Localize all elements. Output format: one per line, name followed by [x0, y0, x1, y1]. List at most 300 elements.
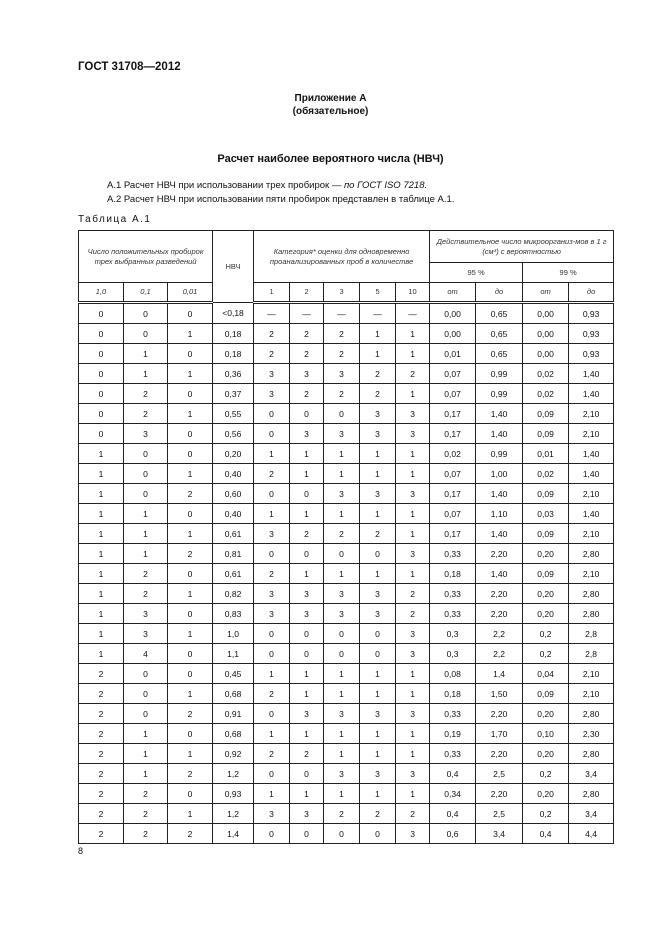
- table-cell: 3,4: [569, 764, 614, 784]
- table-cell: 1: [324, 784, 360, 804]
- table-cell: 0,08: [430, 664, 476, 684]
- table-cell: 1: [396, 564, 430, 584]
- paragraph-text: А.1 Расчет НВЧ при использовании трех пробирок —: [107, 180, 344, 191]
- table-cell: 3: [290, 364, 324, 384]
- table-cell: 0,36: [213, 364, 254, 384]
- table-cell: 0,20: [523, 704, 569, 724]
- table-cell: 2,20: [476, 544, 523, 564]
- table-cell: 1: [168, 524, 213, 544]
- table-row: [79, 624, 614, 644]
- table-row: [79, 464, 614, 484]
- table-row: [79, 484, 614, 504]
- table-cell: 0: [168, 604, 213, 624]
- table-cell: 0: [124, 704, 168, 724]
- table-cell: 0,00: [523, 344, 569, 364]
- table-cell: 1,4: [213, 824, 254, 844]
- table-cell: 1,40: [569, 364, 614, 384]
- table-cell: 0,09: [523, 424, 569, 444]
- table-cell: 0,03: [523, 504, 569, 524]
- table-cell: 0: [168, 303, 213, 324]
- table-cell: 0,07: [430, 504, 476, 524]
- table-cell: 1: [124, 744, 168, 764]
- table-cell: 0: [360, 644, 396, 664]
- table-cell: 0,37: [213, 384, 254, 404]
- table-cell: 0,93: [213, 784, 254, 804]
- table-cell: 0: [124, 684, 168, 704]
- table-cell: 3: [360, 424, 396, 444]
- table-cell: 0,40: [213, 464, 254, 484]
- table-cell: 2: [254, 344, 290, 364]
- table-cell: 0,60: [213, 484, 254, 504]
- table-cell: 1: [79, 584, 124, 604]
- table-cell: 1: [396, 344, 430, 364]
- table-cell: 3: [324, 424, 360, 444]
- subheader-cell: 1: [254, 283, 290, 303]
- table-row: [79, 424, 614, 444]
- table-cell: 1: [168, 324, 213, 344]
- table-cell: 2,8: [569, 624, 614, 644]
- table-cell: 0,99: [476, 444, 523, 464]
- table-cell: 3: [360, 484, 396, 504]
- table-cell: 1,1: [213, 644, 254, 664]
- table-cell: 2,10: [569, 424, 614, 444]
- table-cell: 0,3: [430, 644, 476, 664]
- table-cell: 0,00: [523, 303, 569, 324]
- table-cell: 2,5: [476, 764, 523, 784]
- table-cell: 3: [360, 404, 396, 424]
- table-cell: 2: [290, 384, 324, 404]
- header-category: Категория* оценки для одновременно проанализированных проб в количестве: [254, 231, 430, 283]
- table-cell: 0: [254, 644, 290, 664]
- table-cell: 1: [360, 324, 396, 344]
- table-cell: 2: [124, 564, 168, 584]
- table-cell: 0,02: [523, 384, 569, 404]
- table-cell: 0,02: [523, 464, 569, 484]
- table-cell: 0,33: [430, 704, 476, 724]
- table-cell: 2: [124, 784, 168, 804]
- table-cell: 3: [324, 704, 360, 724]
- table-cell: 1: [360, 344, 396, 364]
- table-cell: 1: [360, 564, 396, 584]
- table-cell: 1: [396, 464, 430, 484]
- table-cell: 0,40: [213, 504, 254, 524]
- table-cell: 0: [168, 344, 213, 364]
- table-cell: 2: [168, 764, 213, 784]
- table-cell: 0,68: [213, 724, 254, 744]
- table-cell: 1: [360, 664, 396, 684]
- table-cell: 2: [324, 324, 360, 344]
- table-cell: 1: [360, 784, 396, 804]
- table-cell: 1: [168, 624, 213, 644]
- table-cell: 0,09: [523, 404, 569, 424]
- table-cell: 1: [324, 464, 360, 484]
- table-row: [79, 744, 614, 764]
- table-row: [79, 704, 614, 724]
- table-cell: 1: [396, 504, 430, 524]
- table-cell: 0: [254, 704, 290, 724]
- table-cell: 1: [324, 444, 360, 464]
- table-cell: 0,99: [476, 384, 523, 404]
- page-number: 8: [78, 846, 84, 856]
- table-cell: 1: [168, 684, 213, 704]
- table-row: [79, 444, 614, 464]
- subheader-cell: 3: [324, 283, 360, 303]
- table-cell: 2: [396, 584, 430, 604]
- table-cell: 0: [124, 444, 168, 464]
- table-cell: 0,34: [430, 784, 476, 804]
- table-cell: 0: [79, 303, 124, 324]
- table-cell: 0,33: [430, 744, 476, 764]
- table-cell: 2,10: [569, 664, 614, 684]
- table-cell: 3: [396, 644, 430, 664]
- table-cell: 0: [324, 824, 360, 844]
- table-cell: 0,33: [430, 604, 476, 624]
- table-cell: 0: [124, 664, 168, 684]
- table-cell: 2: [79, 744, 124, 764]
- table-row: [79, 644, 614, 664]
- table-cell: 1: [79, 524, 124, 544]
- table-cell: 2,2: [476, 624, 523, 644]
- table-cell: 0,65: [476, 344, 523, 364]
- table-cell: 0,02: [430, 444, 476, 464]
- table-cell: 1,40: [569, 444, 614, 464]
- subheader-cell: от: [430, 283, 476, 303]
- table-cell: 2: [168, 704, 213, 724]
- header-actual-count: Действительное число микроорганиз-мов в 1 г (см³) с вероятностью: [430, 231, 614, 263]
- table-cell: 0,3: [430, 624, 476, 644]
- table-cell: 3: [254, 584, 290, 604]
- table-cell: 1,00: [476, 464, 523, 484]
- table-cell: 1: [396, 384, 430, 404]
- table-cell: —: [254, 303, 290, 324]
- table-cell: 3: [396, 824, 430, 844]
- table-cell: 0,01: [430, 344, 476, 364]
- table-cell: 1: [324, 744, 360, 764]
- subheader-cell: от: [523, 283, 569, 303]
- table-cell: 0,18: [430, 684, 476, 704]
- table-cell: 0: [79, 424, 124, 444]
- table-row: [79, 303, 614, 324]
- table-row: [79, 524, 614, 544]
- table-row: [79, 564, 614, 584]
- table-cell: 1,2: [213, 764, 254, 784]
- document-id: ГОСТ 31708—2012: [78, 61, 181, 73]
- table-cell: 2: [168, 484, 213, 504]
- table-cell: 0,09: [523, 524, 569, 544]
- table-cell: 3: [396, 764, 430, 784]
- table-cell: 2: [396, 604, 430, 624]
- table-cell: 3: [254, 804, 290, 824]
- table-cell: 2,10: [569, 684, 614, 704]
- table-cell: 1,50: [476, 684, 523, 704]
- table-cell: 1: [324, 724, 360, 744]
- table-row: [79, 544, 614, 564]
- table-cell: <0,18: [213, 303, 254, 324]
- table-cell: 2: [79, 684, 124, 704]
- table-cell: 0: [254, 544, 290, 564]
- table-cell: 3: [396, 544, 430, 564]
- table-cell: 3: [324, 764, 360, 784]
- table-cell: 0: [324, 404, 360, 424]
- subheader-cell: 2: [290, 283, 324, 303]
- table-cell: 3: [360, 764, 396, 784]
- table-cell: 0,99: [476, 364, 523, 384]
- header-positive-tubes: Число положительных пробирок трех выбранных разведений: [79, 231, 213, 283]
- table-cell: 0,00: [523, 324, 569, 344]
- table-cell: 2: [396, 364, 430, 384]
- table-cell: 2: [168, 824, 213, 844]
- table-cell: 0: [168, 564, 213, 584]
- table-cell: 1,2: [213, 804, 254, 824]
- table-cell: 0,92: [213, 744, 254, 764]
- table-row: [79, 584, 614, 604]
- table-cell: 3: [290, 584, 324, 604]
- table-cell: 1: [168, 804, 213, 824]
- table-cell: 0,09: [523, 684, 569, 704]
- table-cell: 3: [324, 584, 360, 604]
- table-cell: 0,4: [430, 804, 476, 824]
- table-cell: 2,30: [569, 724, 614, 744]
- table-cell: 1: [254, 504, 290, 524]
- table-cell: —: [396, 303, 430, 324]
- table-cell: 4: [124, 644, 168, 664]
- table-cell: 0: [124, 303, 168, 324]
- table-row: [79, 344, 614, 364]
- table-cell: 0: [290, 544, 324, 564]
- table-cell: 1: [290, 724, 324, 744]
- table-row: [79, 364, 614, 384]
- table-cell: 0,82: [213, 584, 254, 604]
- table-cell: 0,45: [213, 664, 254, 684]
- table-cell: 1: [360, 724, 396, 744]
- table-cell: 0: [324, 644, 360, 664]
- table-cell: 0,4: [523, 824, 569, 844]
- table-cell: 2,80: [569, 544, 614, 564]
- table-cell: 2: [360, 524, 396, 544]
- table-cell: 0: [168, 444, 213, 464]
- table-cell: 1: [254, 444, 290, 464]
- table-cell: 1: [124, 344, 168, 364]
- table-row: [79, 664, 614, 684]
- table-cell: 0,2: [523, 624, 569, 644]
- table-cell: 2: [254, 564, 290, 584]
- table-cell: 3: [254, 524, 290, 544]
- table-cell: 3: [124, 424, 168, 444]
- table-cell: 1: [396, 324, 430, 344]
- table-cell: 2: [79, 664, 124, 684]
- table-cell: 1: [396, 664, 430, 684]
- subheader-cell: 1,0: [79, 283, 124, 303]
- table-cell: 3: [396, 704, 430, 724]
- table-cell: 1: [360, 744, 396, 764]
- table-cell: 1: [124, 724, 168, 744]
- table-cell: 0,17: [430, 484, 476, 504]
- table-cell: 1: [290, 564, 324, 584]
- table-cell: 0: [254, 624, 290, 644]
- table-cell: 0: [168, 424, 213, 444]
- table-cell: 0,55: [213, 404, 254, 424]
- table-cell: 2: [290, 344, 324, 364]
- table-cell: 0,00: [430, 303, 476, 324]
- appendix-title: Приложение А: [294, 93, 367, 104]
- table-cell: 0: [360, 824, 396, 844]
- table-cell: 0: [254, 484, 290, 504]
- table-cell: 1: [396, 784, 430, 804]
- table-cell: 2: [124, 824, 168, 844]
- table-cell: 0: [168, 724, 213, 744]
- table-cell: 1: [396, 724, 430, 744]
- table-cell: 2,80: [569, 744, 614, 764]
- table-cell: 1: [79, 564, 124, 584]
- table-cell: 3: [124, 624, 168, 644]
- table-cell: 0,07: [430, 464, 476, 484]
- table-cell: 1,70: [476, 724, 523, 744]
- table-cell: 0: [254, 764, 290, 784]
- table-cell: 1,40: [569, 384, 614, 404]
- table-cell: 2,80: [569, 604, 614, 624]
- table-cell: 2: [79, 764, 124, 784]
- header-99: 99 %: [523, 263, 614, 283]
- table-cell: 0,00: [430, 324, 476, 344]
- table-cell: 2: [254, 744, 290, 764]
- table-cell: 0: [254, 404, 290, 424]
- table-cell: 1: [396, 744, 430, 764]
- table-row: [79, 784, 614, 804]
- table-cell: 1: [290, 504, 324, 524]
- subheader-cell: 0,1: [124, 283, 168, 303]
- table-row: [79, 604, 614, 624]
- table-caption: Таблица А.1: [78, 214, 152, 225]
- table-cell: 1: [168, 744, 213, 764]
- table-cell: 0,33: [430, 544, 476, 564]
- table-cell: 0: [360, 624, 396, 644]
- table-cell: 1,10: [476, 504, 523, 524]
- table-cell: 0: [79, 404, 124, 424]
- table-cell: 2: [396, 804, 430, 824]
- table-cell: 2,10: [569, 404, 614, 424]
- table-cell: 0: [290, 404, 324, 424]
- table-cell: 1: [79, 644, 124, 664]
- table-cell: 0: [168, 504, 213, 524]
- table-cell: 0,17: [430, 524, 476, 544]
- table-cell: 2: [168, 544, 213, 564]
- table-row: [79, 724, 614, 744]
- table-cell: 2: [360, 804, 396, 824]
- table-cell: 2: [79, 784, 124, 804]
- table-cell: 2,20: [476, 784, 523, 804]
- table-cell: 2,2: [476, 644, 523, 664]
- table-cell: 2: [324, 804, 360, 824]
- paragraph-a1: [107, 180, 427, 191]
- table-cell: 0,17: [430, 424, 476, 444]
- table-cell: 2: [124, 804, 168, 824]
- table-cell: 0,2: [523, 644, 569, 664]
- table-cell: 0,20: [523, 744, 569, 764]
- table-cell: 2: [360, 364, 396, 384]
- table-cell: 1: [290, 464, 324, 484]
- table-cell: 1: [124, 364, 168, 384]
- subheader-cell: 0,01: [168, 283, 213, 303]
- table-cell: 1: [290, 684, 324, 704]
- table-cell: —: [324, 303, 360, 324]
- table-cell: 1: [124, 524, 168, 544]
- table-cell: 0,20: [523, 784, 569, 804]
- section-title: Расчет наиболее вероятного числа (НВЧ): [217, 153, 444, 165]
- table-cell: 2,5: [476, 804, 523, 824]
- table-cell: 0: [168, 384, 213, 404]
- table-cell: 0: [254, 424, 290, 444]
- paragraph-a2: А.2 Расчет НВЧ при использовании пяти пробирок представлен в таблице А.1.: [107, 194, 455, 205]
- table-cell: 3: [290, 604, 324, 624]
- table-cell: 1: [324, 504, 360, 524]
- table-cell: 0,09: [523, 484, 569, 504]
- appendix-subtitle: (обязательное): [292, 106, 369, 117]
- table-cell: 0,07: [430, 364, 476, 384]
- table-cell: 0,4: [430, 764, 476, 784]
- subheader-cell: 5: [360, 283, 396, 303]
- table-cell: 0: [79, 324, 124, 344]
- table-cell: 2: [324, 344, 360, 364]
- table-cell: 1: [254, 784, 290, 804]
- table-cell: 1,40: [476, 404, 523, 424]
- table-cell: 2,20: [476, 704, 523, 724]
- table-cell: 2,20: [476, 604, 523, 624]
- table-row: [79, 764, 614, 784]
- table-cell: 0,10: [523, 724, 569, 744]
- table-cell: 2: [324, 384, 360, 404]
- table-cell: 0,93: [569, 344, 614, 364]
- table-cell: 0: [290, 484, 324, 504]
- table-cell: 0: [168, 784, 213, 804]
- table-cell: 0,2: [523, 804, 569, 824]
- table-cell: 0,18: [213, 344, 254, 364]
- table-cell: 2: [79, 824, 124, 844]
- table-cell: 1: [360, 504, 396, 524]
- table-cell: 3,4: [476, 824, 523, 844]
- subheader-row: [79, 283, 614, 303]
- table-cell: 1,40: [476, 524, 523, 544]
- table-cell: 0,61: [213, 564, 254, 584]
- table-cell: 1: [168, 364, 213, 384]
- table-row: [79, 324, 614, 344]
- table-cell: 2: [290, 744, 324, 764]
- table-cell: 1,40: [569, 464, 614, 484]
- table-cell: 0: [124, 324, 168, 344]
- table-cell: 0,81: [213, 544, 254, 564]
- table-cell: 0,07: [430, 384, 476, 404]
- subheader-cell: 10: [396, 283, 430, 303]
- table-cell: 0: [290, 624, 324, 644]
- table-cell: 0: [124, 464, 168, 484]
- table-cell: 3: [290, 704, 324, 724]
- table-cell: 0,02: [523, 364, 569, 384]
- table-row: [79, 384, 614, 404]
- table-cell: 2,10: [569, 524, 614, 544]
- table-cell: 0,20: [523, 584, 569, 604]
- subheader-cell: до: [569, 283, 614, 303]
- table-cell: 3,4: [569, 804, 614, 824]
- table-cell: 3: [396, 484, 430, 504]
- table-cell: 1: [79, 444, 124, 464]
- table-cell: 0,65: [476, 303, 523, 324]
- table-cell: 0,09: [523, 564, 569, 584]
- table-cell: 0,61: [213, 524, 254, 544]
- table-cell: 0: [168, 664, 213, 684]
- table-cell: 0,65: [476, 324, 523, 344]
- table-cell: 2,80: [569, 584, 614, 604]
- table-cell: 0: [124, 484, 168, 504]
- table-cell: 3: [254, 604, 290, 624]
